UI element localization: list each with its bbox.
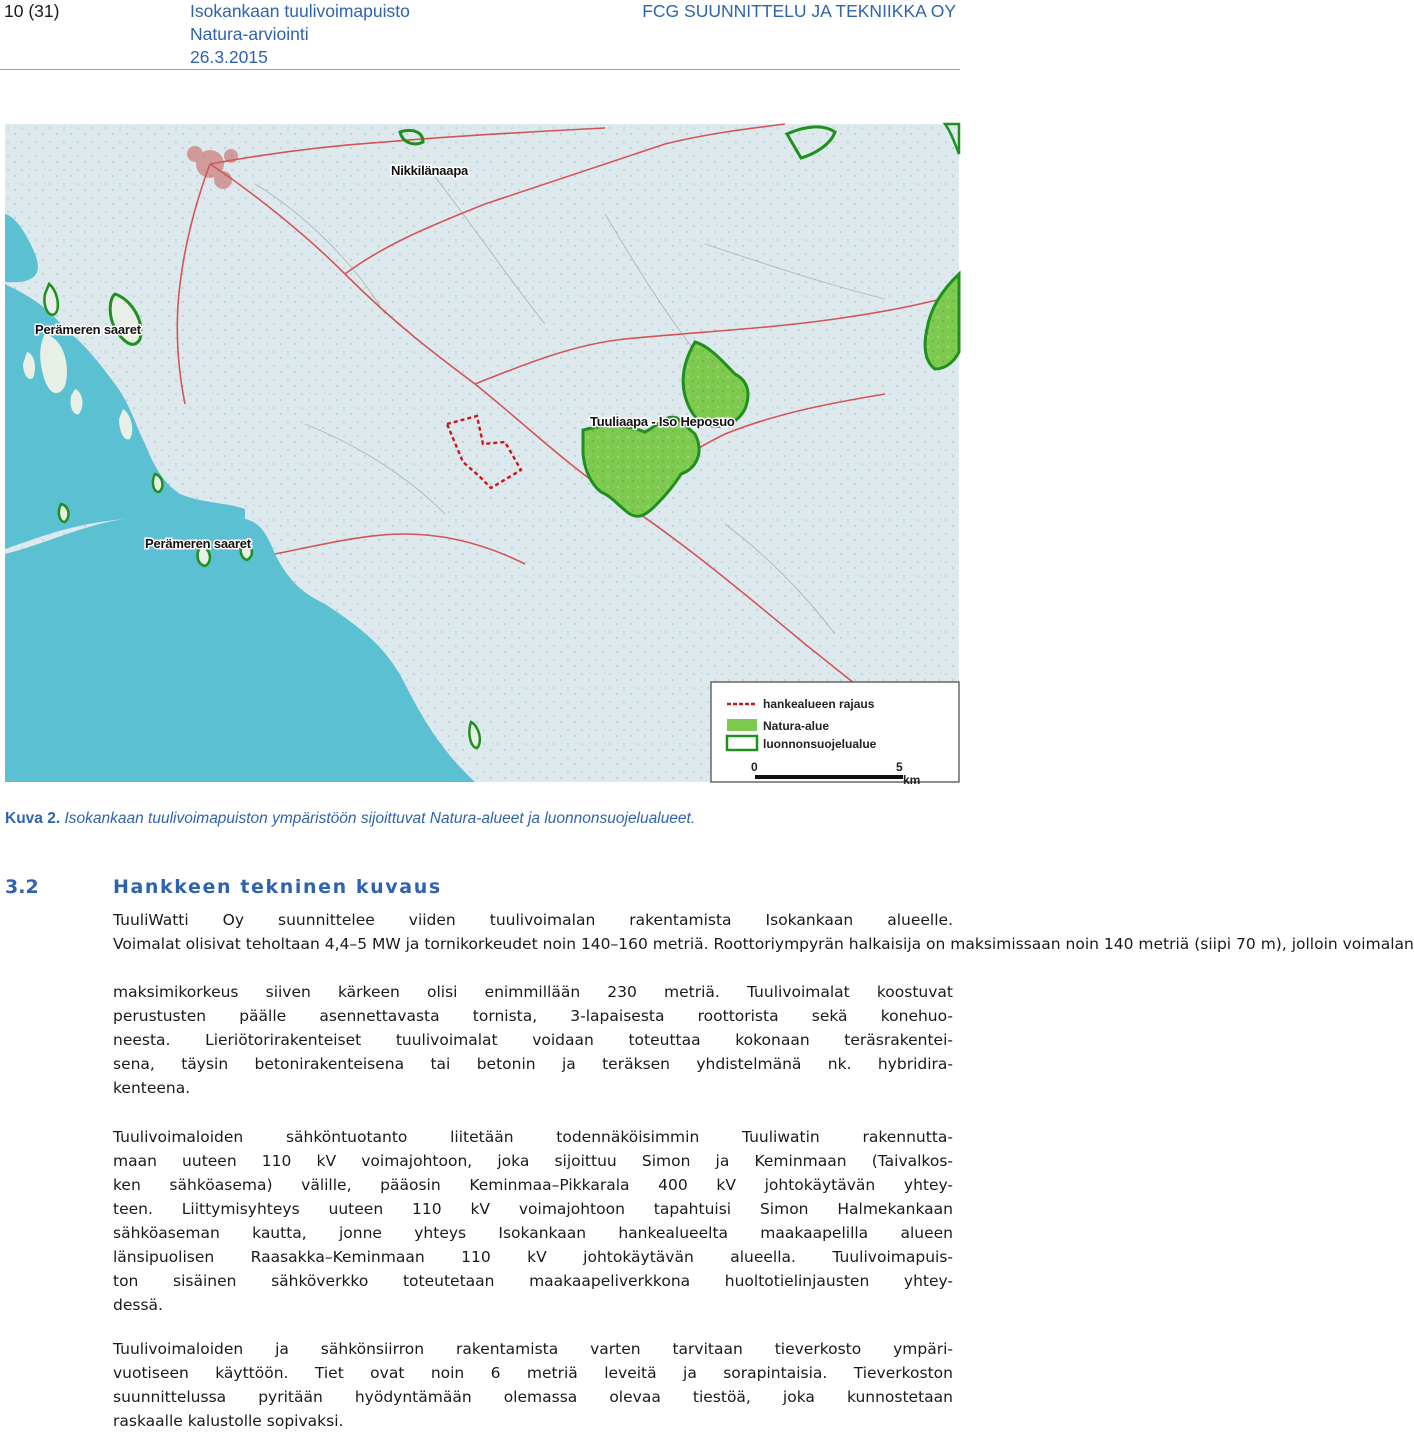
document-subtitle: Natura-arviointi <box>190 24 309 44</box>
map-legend <box>711 682 959 787</box>
text-line: maksimikorkeus siiven kärkeen olisi enimmillään 230 metriä. Tuulivoimalat koostuvat <box>113 983 953 1001</box>
location-map <box>5 124 959 787</box>
caption-text: Isokankaan tuulivoimapuiston ympäristöön sijoittuvat Natura-alueet ja luonnonsuojelualueet. <box>60 810 696 827</box>
text-line: neesta. Lieriötorirakenteiset tuulivoimalat voidaan toteuttaa kokonaan teräsrakentei- <box>113 1031 953 1049</box>
text-line: Tuulivoimaloiden sähköntuotanto liitetään todennäköisimmin Tuuliwatin rakennutta- <box>113 1128 953 1146</box>
text-line: vuotiseen käyttöön. Tiet ovat noin 6 metriä leveitä ja sorapintaisia. Tieverkoston <box>113 1364 953 1382</box>
scale-unit: km <box>903 773 921 787</box>
document-title: Isokankaan tuulivoimapuisto <box>190 1 410 21</box>
text-line: Tuulivoimaloiden ja sähkönsiirron rakentamista varten tarvitaan tieverkosto ympäri- <box>113 1340 953 1358</box>
text-line: ton sisäinen sähköverkko toteutetaan maakaapeliverkkona huoltotielinjausten yhtey- <box>113 1272 953 1290</box>
page-number: 10 (31) <box>4 1 60 21</box>
section-number: 3.2 <box>5 876 39 898</box>
organization-name: FCG SUUNNITTELU JA TEKNIIKKA OY <box>642 1 956 21</box>
text-line: ken sähköasema) välille, pääosin Keminmaa–Pikkarala 400 kV johtokäytävän yhtey- <box>113 1176 953 1194</box>
scale-start: 0 <box>751 760 758 774</box>
map-label-nikkilanaapa: Nikkilänaapa <box>391 163 469 178</box>
map-label-peramer-2: Perämeren saaret <box>145 536 251 551</box>
header-divider <box>0 69 960 70</box>
text-line: länsipuolisen Raasakka–Keminmaan 110 kV johtokäytävän alueella. Tuulivoimapuis- <box>113 1248 953 1266</box>
section-title: Hankkeen tekninen kuvaus <box>113 876 442 898</box>
text-line: dessä. <box>113 1296 163 1314</box>
text-line: kenteena. <box>113 1079 191 1097</box>
text-line: maan uuteen 110 kV voimajohtoon, joka sijoittuu Simon ja Keminmaan (Taivalkos- <box>113 1152 953 1170</box>
text-line: sena, täysin betonirakenteisena tai betonin ja teräksen yhdistelmänä nk. hybridira- <box>113 1055 953 1073</box>
text-line: perustusten päälle asennettavasta tornista, 3-lapaisesta roottorista sekä konehuo- <box>113 1007 953 1025</box>
legend-swatch-protected <box>727 736 757 750</box>
caption-label: Kuva 2. <box>5 810 61 827</box>
text-line: sähköaseman kautta, jonne yhteys Isokankaan hankealueelta maakaapelilla alueen <box>113 1224 953 1242</box>
scale-bar <box>755 775 903 779</box>
legend-item-natura: Natura-alue <box>763 719 830 733</box>
map-label-peramer-1: Perämeren saaret <box>35 322 141 337</box>
legend-swatch-natura <box>727 719 757 731</box>
legend-item-protected: luonnonsuojelualue <box>763 737 877 751</box>
map-label-tuuliaapa: Tuuliaapa - Iso Heposuo <box>590 414 735 429</box>
legend-item-boundary: hankealueen rajaus <box>763 697 875 711</box>
text-line: Voimalat olisivat teholtaan 4,4–5 MW ja tornikorkeudet noin 140–160 metriä. Roottoriympyrän halkaisija on maksimissaan noin 140 metriä (siipi 70 m), jolloin voimalan <box>113 935 1414 953</box>
figure-caption <box>5 810 695 828</box>
text-line: TuuliWatti Oy suunnittelee viiden tuulivoimalan rakentamista Isokankaan alueelle. <box>113 911 953 929</box>
text-line: teen. Liittymisyhteys uuteen 110 kV voimajohtoon tapahtuisi Simon Halmekankaan <box>113 1200 953 1218</box>
text-line: suunnittelussa pyritään hyödyntämään olemassa olevaa tiestöä, joka kunnostetaan <box>113 1388 953 1406</box>
document-date: 26.3.2015 <box>190 47 268 67</box>
text-line: raskaalle kalustolle sopivaksi. <box>113 1412 344 1430</box>
scale-end: 5 <box>896 760 903 774</box>
